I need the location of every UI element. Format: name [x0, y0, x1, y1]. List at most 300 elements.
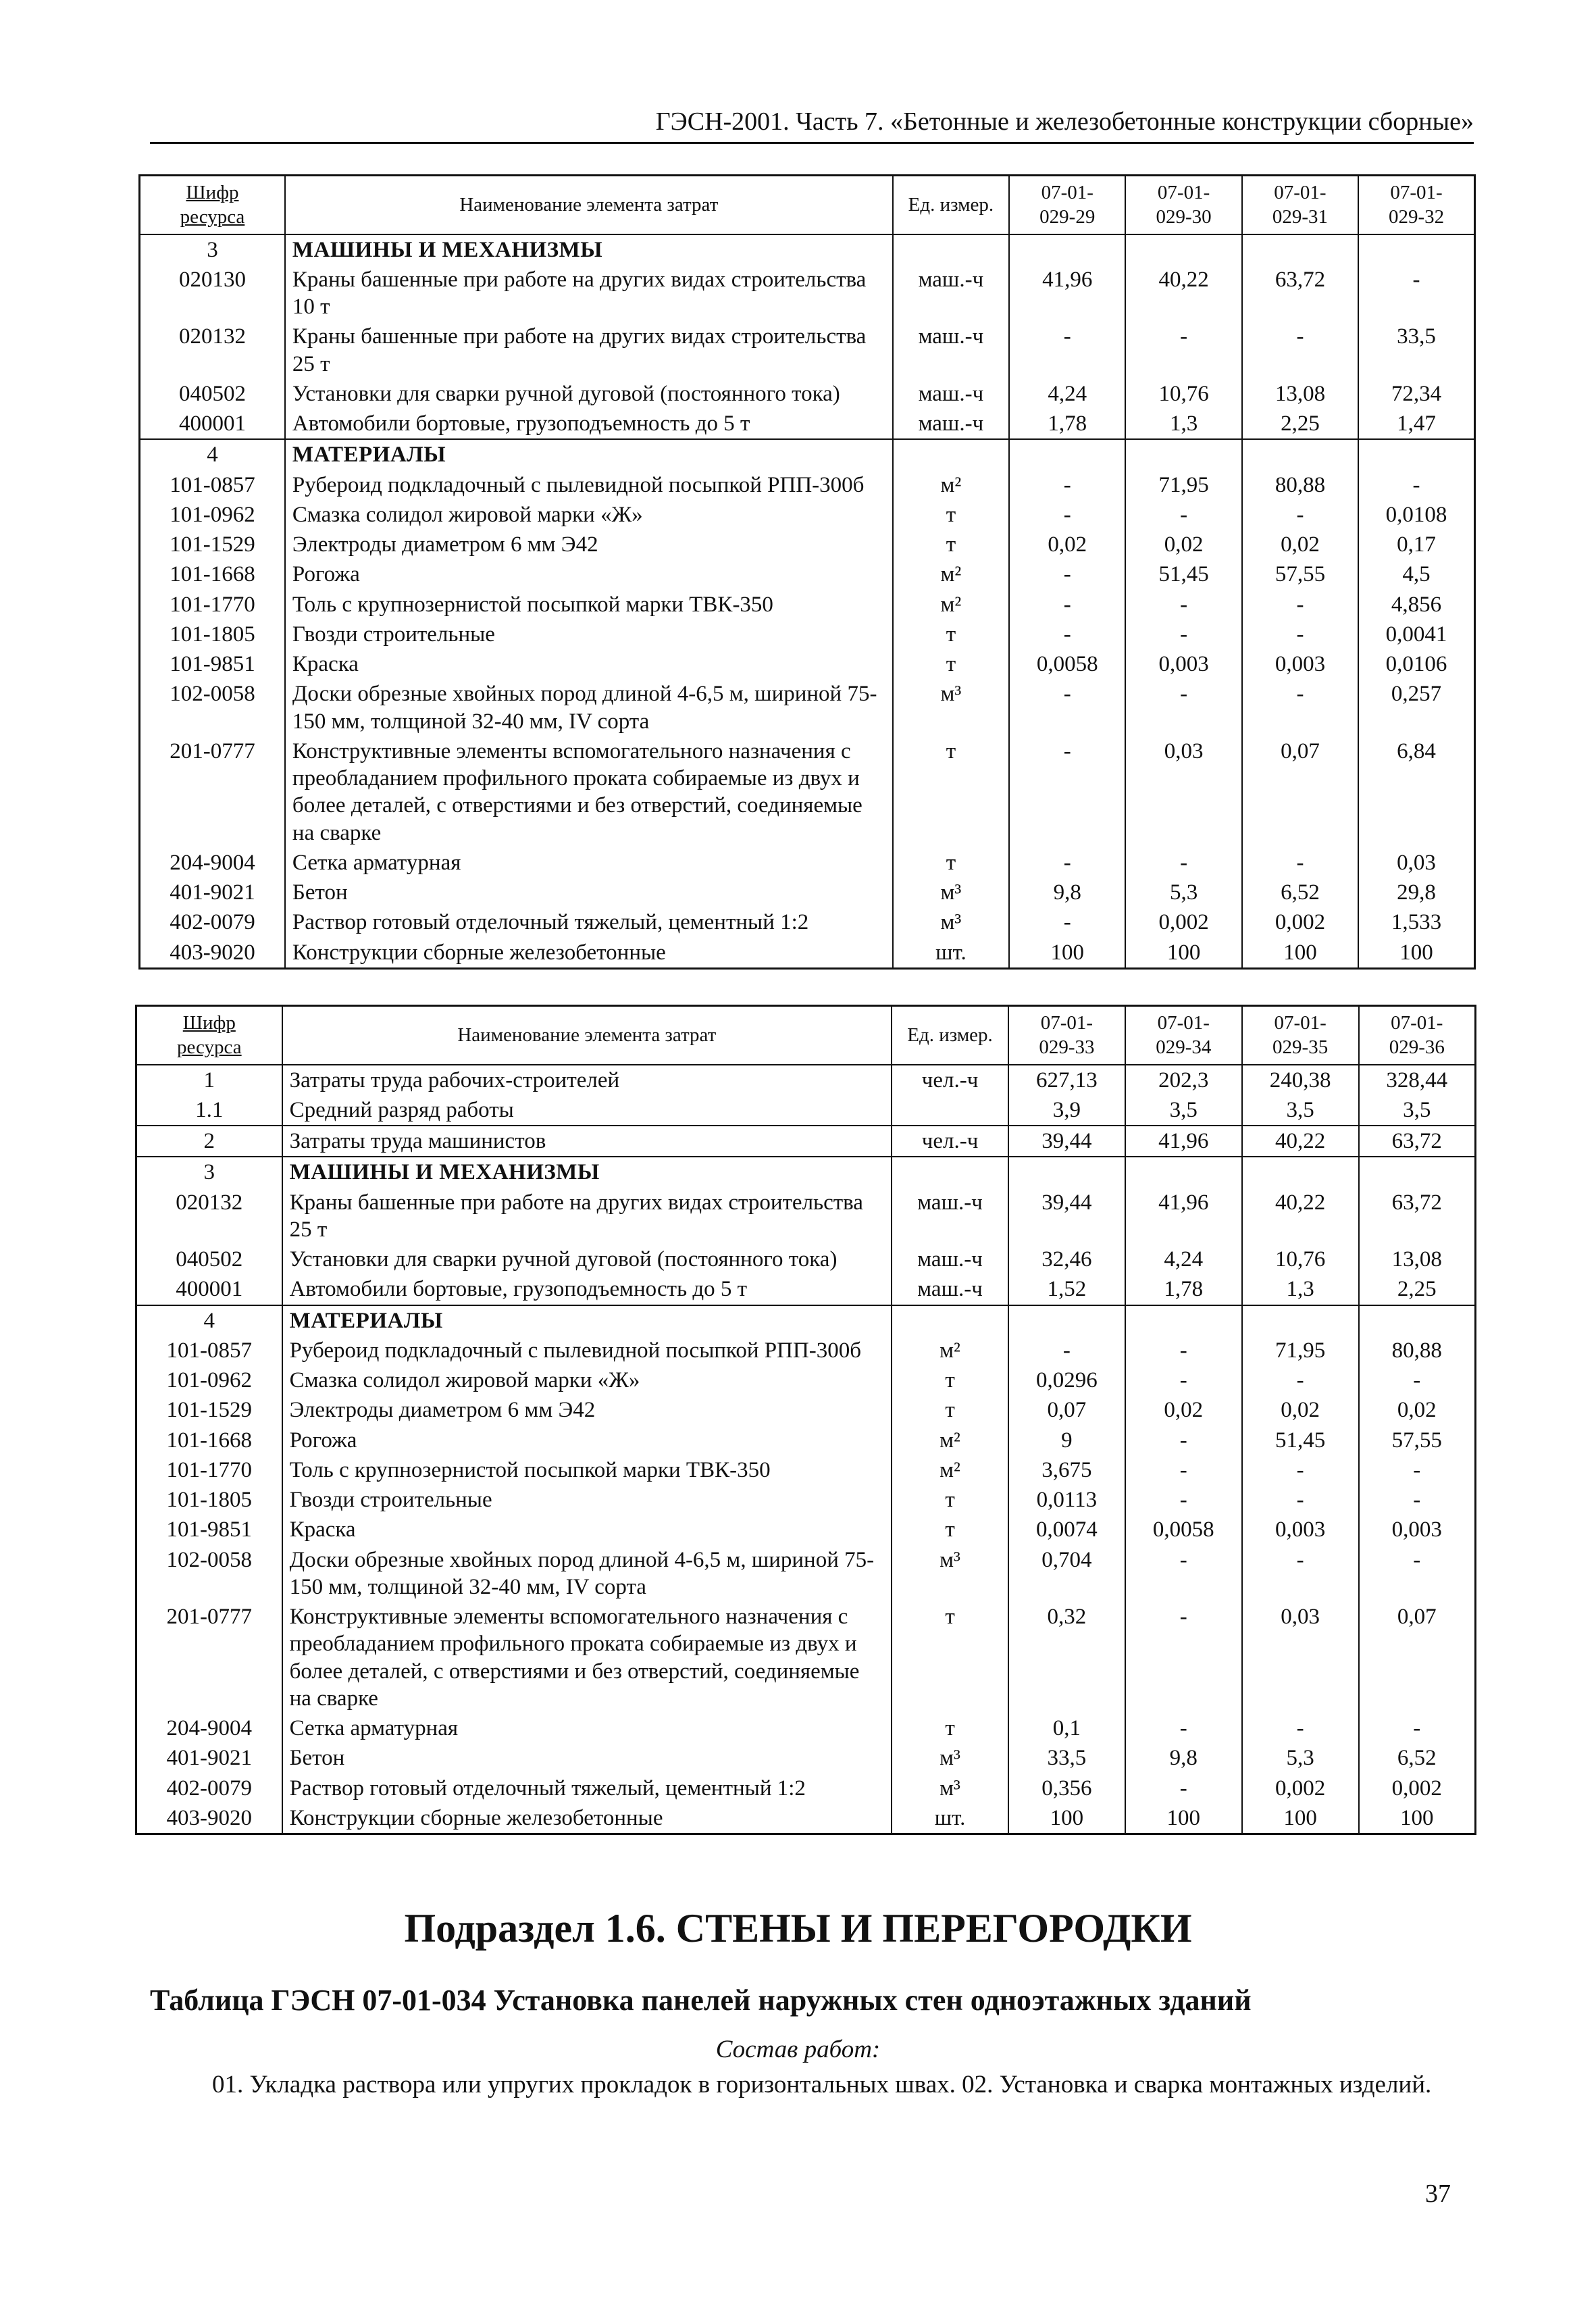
resource-code: 402-0079 — [140, 907, 285, 937]
table-row — [136, 1602, 1476, 1713]
value-cell: 0,02 — [1125, 1395, 1242, 1425]
table-row — [136, 1095, 1476, 1126]
unit-cell — [893, 234, 1009, 265]
norm-code-header: 07-01- 029-30 — [1125, 176, 1241, 234]
resource-code: 040502 — [136, 1244, 282, 1274]
resource-code: 101-0962 — [140, 500, 285, 530]
value-cell — [1242, 1305, 1359, 1336]
summary-row — [136, 1065, 1476, 1095]
table-row — [140, 620, 1475, 649]
value-cell: 100 — [1009, 938, 1125, 969]
value-cell: - — [1125, 1336, 1242, 1365]
norm-code-header: 07-01- 029-32 — [1358, 176, 1474, 234]
resource-name: Затраты труда машинистов — [282, 1126, 892, 1157]
value-cell: 39,44 — [1008, 1126, 1125, 1157]
value-cell: 71,95 — [1125, 470, 1241, 500]
resource-code: 102-0058 — [140, 679, 285, 736]
resource-code: 020130 — [140, 265, 285, 322]
value-cell: 80,88 — [1242, 470, 1358, 500]
unit-cell: чел.-ч — [892, 1065, 1008, 1095]
value-cell: 10,76 — [1242, 1244, 1359, 1274]
unit-column-header: Ед. измер. — [893, 176, 1009, 234]
value-cell: 1,47 — [1358, 409, 1474, 439]
value-cell: - — [1242, 590, 1358, 620]
value-cell: 33,5 — [1358, 322, 1474, 379]
resource-name: Гвозди строительные — [285, 620, 893, 649]
value-cell: 63,72 — [1359, 1126, 1476, 1157]
resource-code: 400001 — [136, 1274, 282, 1305]
value-cell: - — [1358, 265, 1474, 322]
value-cell: - — [1009, 470, 1125, 500]
table-row — [140, 530, 1475, 559]
unit-cell: м² — [892, 1455, 1008, 1485]
resource-name: Автомобили бортовые, грузоподъемность до 5 т — [282, 1274, 892, 1305]
table-row — [136, 1336, 1476, 1365]
resource-name: Краны башенные при работе на других видах строительства 25 т — [282, 1188, 892, 1245]
resource-code: 101-1805 — [136, 1485, 282, 1515]
value-cell: 0,0041 — [1358, 620, 1474, 649]
table-row — [140, 590, 1475, 620]
value-cell: 4,5 — [1358, 559, 1474, 589]
resource-code: 101-0857 — [140, 470, 285, 500]
value-cell — [1242, 1157, 1359, 1187]
value-cell: - — [1242, 322, 1358, 379]
unit-cell: м³ — [892, 1774, 1008, 1803]
value-cell: 40,22 — [1242, 1126, 1359, 1157]
value-cell: 0,0058 — [1125, 1515, 1242, 1544]
resource-name: Сетка арматурная — [282, 1713, 892, 1743]
value-cell: - — [1242, 500, 1358, 530]
unit-cell: т — [892, 1485, 1008, 1515]
value-cell: 4,856 — [1358, 590, 1474, 620]
value-cell: 0,003 — [1242, 1515, 1359, 1544]
value-cell: - — [1009, 322, 1125, 379]
value-cell: - — [1008, 1336, 1125, 1365]
unit-cell — [892, 1095, 1008, 1126]
unit-cell: чел.-ч — [892, 1126, 1008, 1157]
unit-cell — [893, 439, 1009, 470]
table-row — [140, 559, 1475, 589]
resource-code: 402-0079 — [136, 1774, 282, 1803]
resource-name: Электроды диаметром 6 мм Э42 — [285, 530, 893, 559]
value-cell: 71,95 — [1242, 1336, 1359, 1365]
value-cell: - — [1009, 500, 1125, 530]
value-cell: 100 — [1125, 1803, 1242, 1834]
unit-cell: маш.-ч — [892, 1244, 1008, 1274]
value-cell — [1358, 234, 1474, 265]
value-cell: - — [1125, 1365, 1242, 1395]
table-row — [136, 1244, 1476, 1274]
value-cell: 40,22 — [1242, 1188, 1359, 1245]
value-cell: 100 — [1008, 1803, 1125, 1834]
resource-code: 403-9020 — [136, 1803, 282, 1834]
table-row — [136, 1774, 1476, 1803]
unit-cell — [892, 1157, 1008, 1187]
table-row — [140, 470, 1475, 500]
resource-code: 2 — [136, 1126, 282, 1157]
norm-code-header: 07-01- 029-33 — [1008, 1006, 1125, 1065]
resource-name: Краны башенные при работе на других видах строительства 10 т — [285, 265, 893, 322]
value-cell: 1,3 — [1125, 409, 1241, 439]
resource-code: 204-9004 — [136, 1713, 282, 1743]
resource-code: 3 — [140, 234, 285, 265]
value-cell: - — [1125, 1713, 1242, 1743]
resource-code: 101-0857 — [136, 1336, 282, 1365]
value-cell: 0,0296 — [1008, 1365, 1125, 1395]
value-cell: 0,03 — [1242, 1602, 1359, 1713]
value-cell: 13,08 — [1359, 1244, 1476, 1274]
resource-code: 101-1805 — [140, 620, 285, 649]
resource-code: 201-0777 — [136, 1602, 282, 1713]
resource-code: 020132 — [140, 322, 285, 379]
unit-cell: т — [893, 736, 1009, 848]
section-row — [140, 234, 1475, 265]
unit-cell: м² — [893, 470, 1009, 500]
summary-row — [136, 1126, 1476, 1157]
value-cell: - — [1125, 322, 1241, 379]
resource-name: Затраты труда рабочих-строителей — [282, 1065, 892, 1095]
value-cell: 100 — [1242, 1803, 1359, 1834]
value-cell: 627,13 — [1008, 1065, 1125, 1095]
table-row — [136, 1515, 1476, 1544]
value-cell: 1,3 — [1242, 1274, 1359, 1305]
value-cell: 13,08 — [1242, 379, 1358, 409]
table-row — [140, 500, 1475, 530]
value-cell — [1359, 1305, 1476, 1336]
unit-cell: м³ — [893, 679, 1009, 736]
value-cell: 0,002 — [1359, 1774, 1476, 1803]
unit-cell: м³ — [892, 1545, 1008, 1603]
unit-cell: т — [893, 848, 1009, 878]
value-cell: 41,96 — [1009, 265, 1125, 322]
value-cell: - — [1125, 1545, 1242, 1603]
value-cell: - — [1359, 1545, 1476, 1603]
resource-name: Бетон — [282, 1743, 892, 1773]
value-cell: - — [1125, 620, 1241, 649]
value-cell: 1,52 — [1008, 1274, 1125, 1305]
value-cell — [1359, 1157, 1476, 1187]
name-column-header: Наименование элемента затрат — [282, 1006, 892, 1065]
resource-name: Установки для сварки ручной дуговой (постоянного тока) — [285, 379, 893, 409]
value-cell: - — [1359, 1365, 1476, 1395]
resource-code: 400001 — [140, 409, 285, 439]
value-cell: 100 — [1125, 938, 1241, 969]
unit-cell: маш.-ч — [892, 1274, 1008, 1305]
section-row — [140, 439, 1475, 470]
unit-column-header: Ед. измер. — [892, 1006, 1008, 1065]
value-cell: - — [1009, 679, 1125, 736]
table-row — [136, 1743, 1476, 1773]
value-cell: 0,003 — [1125, 649, 1241, 679]
value-cell: 10,76 — [1125, 379, 1241, 409]
value-cell: 72,34 — [1358, 379, 1474, 409]
value-cell: 0,0074 — [1008, 1515, 1125, 1544]
table-row — [136, 1188, 1476, 1245]
value-cell: 33,5 — [1008, 1743, 1125, 1773]
value-cell: 3,5 — [1242, 1095, 1359, 1126]
unit-cell: т — [892, 1395, 1008, 1425]
table-row — [140, 322, 1475, 379]
value-cell: 0,02 — [1242, 1395, 1359, 1425]
resource-table-2 — [135, 1005, 1476, 1835]
value-cell: - — [1242, 1713, 1359, 1743]
table-row — [140, 907, 1475, 937]
resource-code: 102-0058 — [136, 1545, 282, 1603]
value-cell: - — [1242, 848, 1358, 878]
resource-name: Рубероид подкладочный с пылевидной посыпкой РПП-300б — [282, 1336, 892, 1365]
resource-name: Рогожа — [285, 559, 893, 589]
resource-code: 101-1668 — [140, 559, 285, 589]
table-row — [136, 1365, 1476, 1395]
name-column-header: Наименование элемента затрат — [285, 176, 893, 234]
value-cell: - — [1125, 590, 1241, 620]
resource-name: Раствор готовый отделочный тяжелый, цементный 1:2 — [285, 907, 893, 937]
value-cell — [1358, 439, 1474, 470]
value-cell: 100 — [1359, 1803, 1476, 1834]
resource-name: Рубероид подкладочный с пылевидной посыпкой РПП-300б — [285, 470, 893, 500]
value-cell: 0,17 — [1358, 530, 1474, 559]
unit-cell: шт. — [892, 1803, 1008, 1834]
value-cell — [1008, 1305, 1125, 1336]
table-row — [136, 1485, 1476, 1515]
unit-cell: маш.-ч — [892, 1188, 1008, 1245]
value-cell: - — [1009, 590, 1125, 620]
value-cell: - — [1125, 1602, 1242, 1713]
value-cell — [1008, 1157, 1125, 1187]
value-cell: 9 — [1008, 1426, 1125, 1455]
norm-code-header: 07-01- 029-35 — [1242, 1006, 1359, 1065]
value-cell: 5,3 — [1125, 878, 1241, 907]
value-cell: 40,22 — [1125, 265, 1241, 322]
value-cell: 100 — [1242, 938, 1358, 969]
table-row — [136, 1426, 1476, 1455]
resource-name: Смазка солидол жировой марки «Ж» — [282, 1365, 892, 1395]
value-cell: 0,07 — [1359, 1602, 1476, 1713]
unit-cell: маш.-ч — [893, 409, 1009, 439]
resource-name: Автомобили бортовые, грузоподъемность до 5 т — [285, 409, 893, 439]
value-cell: 2,25 — [1242, 409, 1358, 439]
value-cell: 0,07 — [1008, 1395, 1125, 1425]
resource-code: 4 — [136, 1305, 282, 1336]
value-cell: 51,45 — [1125, 559, 1241, 589]
value-cell: 6,84 — [1358, 736, 1474, 848]
value-cell: - — [1125, 848, 1241, 878]
value-cell: 57,55 — [1242, 559, 1358, 589]
value-cell — [1125, 1305, 1242, 1336]
unit-cell: м² — [892, 1336, 1008, 1365]
table-row — [140, 649, 1475, 679]
value-cell: - — [1242, 1455, 1359, 1485]
resource-name: Раствор готовый отделочный тяжелый, цементный 1:2 — [282, 1774, 892, 1803]
resource-code: 1 — [136, 1065, 282, 1095]
value-cell: 240,38 — [1242, 1065, 1359, 1095]
resource-code: 101-1529 — [136, 1395, 282, 1425]
value-cell: 0,32 — [1008, 1602, 1125, 1713]
table-row — [136, 1274, 1476, 1305]
value-cell: 0,1 — [1008, 1713, 1125, 1743]
value-cell: - — [1125, 1774, 1242, 1803]
subsection-title: Подраздел 1.6. СТЕНЫ И ПЕРЕГОРОДКИ — [404, 1906, 1192, 1951]
value-cell: 0,003 — [1359, 1515, 1476, 1544]
value-cell: 57,55 — [1359, 1426, 1476, 1455]
value-cell: 1,533 — [1358, 907, 1474, 937]
table-row — [140, 878, 1475, 907]
value-cell: 0,0058 — [1009, 649, 1125, 679]
value-cell: 51,45 — [1242, 1426, 1359, 1455]
value-cell: 4,24 — [1125, 1244, 1242, 1274]
value-cell: - — [1125, 1485, 1242, 1515]
table-row — [136, 1395, 1476, 1425]
unit-cell: м² — [893, 590, 1009, 620]
resource-name: Сетка арматурная — [285, 848, 893, 878]
unit-cell: т — [892, 1365, 1008, 1395]
code-column-header: Шифр ресурса — [136, 1006, 282, 1065]
table-row — [140, 265, 1475, 322]
value-cell: 0,257 — [1358, 679, 1474, 736]
resource-code: 101-0962 — [136, 1365, 282, 1395]
table-row — [136, 1713, 1476, 1743]
resource-code: 4 — [140, 439, 285, 470]
resource-name: МАТЕРИАЛЫ — [282, 1305, 892, 1336]
value-cell: - — [1359, 1485, 1476, 1515]
resource-name: Доски обрезные хвойных пород длиной 4-6,5 м, шириной 75-150 мм, толщиной 32-40 мм, IV сорта — [282, 1545, 892, 1603]
value-cell: 0,0108 — [1358, 500, 1474, 530]
unit-cell: м² — [893, 559, 1009, 589]
table-row — [136, 1545, 1476, 1603]
value-cell: - — [1242, 1365, 1359, 1395]
value-cell: 0,07 — [1242, 736, 1358, 848]
resource-code: 3 — [136, 1157, 282, 1187]
value-cell: 29,8 — [1358, 878, 1474, 907]
value-cell: 41,96 — [1125, 1126, 1242, 1157]
work-composition-title: Состав работ: — [715, 2036, 881, 2063]
resource-name: Доски обрезные хвойных пород длиной 4-6,5 м, шириной 75-150 мм, толщиной 32-40 мм, IV сорта — [285, 679, 893, 736]
value-cell — [1125, 234, 1241, 265]
value-cell: 0,002 — [1242, 907, 1358, 937]
unit-cell: маш.-ч — [893, 265, 1009, 322]
value-cell: - — [1125, 500, 1241, 530]
resource-code: 101-1770 — [136, 1455, 282, 1485]
value-cell: 0,02 — [1125, 530, 1241, 559]
unit-cell: м³ — [892, 1743, 1008, 1773]
value-cell: 3,5 — [1125, 1095, 1242, 1126]
resource-code: 401-9021 — [136, 1743, 282, 1773]
table-row — [140, 379, 1475, 409]
value-cell: 100 — [1358, 938, 1474, 969]
value-cell: 9,8 — [1009, 878, 1125, 907]
value-cell: 1,78 — [1125, 1274, 1242, 1305]
value-cell: 6,52 — [1242, 878, 1358, 907]
resource-name: Конструкции сборные железобетонные — [285, 938, 893, 969]
resource-code: 204-9004 — [140, 848, 285, 878]
value-cell: 0,02 — [1242, 530, 1358, 559]
value-cell: 0,02 — [1359, 1395, 1476, 1425]
code-column-header: Шифр ресурса — [140, 176, 285, 234]
resource-code: 1.1 — [136, 1095, 282, 1126]
resource-name: Толь с крупнозернистой посыпкой марки ТВК-350 — [285, 590, 893, 620]
value-cell: - — [1242, 1545, 1359, 1603]
value-cell: 3,9 — [1008, 1095, 1125, 1126]
unit-cell: маш.-ч — [893, 322, 1009, 379]
unit-cell: т — [892, 1515, 1008, 1544]
value-cell — [1125, 439, 1241, 470]
value-cell: - — [1125, 1455, 1242, 1485]
table-row — [140, 848, 1475, 878]
value-cell: 32,46 — [1008, 1244, 1125, 1274]
resource-name: Средний разряд работы — [282, 1095, 892, 1126]
value-cell: - — [1125, 679, 1241, 736]
norm-code-header: 07-01- 029-34 — [1125, 1006, 1242, 1065]
value-cell: 328,44 — [1359, 1065, 1476, 1095]
resource-name: Краска — [282, 1515, 892, 1544]
value-cell — [1242, 439, 1358, 470]
value-cell: - — [1009, 559, 1125, 589]
resource-code: 101-1770 — [140, 590, 285, 620]
resource-name: Бетон — [285, 878, 893, 907]
unit-cell: т — [893, 500, 1009, 530]
resource-name: Гвозди строительные — [282, 1485, 892, 1515]
unit-cell: м² — [892, 1426, 1008, 1455]
value-cell: 3,675 — [1008, 1455, 1125, 1485]
resource-name: Краска — [285, 649, 893, 679]
table-row — [140, 736, 1475, 848]
table-header-row — [136, 1006, 1476, 1065]
table-row — [140, 409, 1475, 439]
resource-name: МАТЕРИАЛЫ — [285, 439, 893, 470]
value-cell: 0,03 — [1125, 736, 1241, 848]
unit-cell: т — [893, 649, 1009, 679]
value-cell: - — [1242, 620, 1358, 649]
unit-cell: м³ — [893, 907, 1009, 937]
resource-name: Установки для сварки ручной дуговой (постоянного тока) — [282, 1244, 892, 1274]
value-cell: 2,25 — [1359, 1274, 1476, 1305]
table-row — [140, 679, 1475, 736]
resource-code: 101-9851 — [140, 649, 285, 679]
value-cell: 63,72 — [1359, 1188, 1476, 1245]
resource-code: 201-0777 — [140, 736, 285, 848]
norm-code-header: 07-01- 029-31 — [1242, 176, 1358, 234]
resource-name: Рогожа — [282, 1426, 892, 1455]
resource-name: МАШИНЫ И МЕХАНИЗМЫ — [282, 1157, 892, 1187]
resource-name: Толь с крупнозернистой посыпкой марки ТВК-350 — [282, 1455, 892, 1485]
resource-name: Конструкции сборные железобетонные — [282, 1803, 892, 1834]
value-cell: 0,0106 — [1358, 649, 1474, 679]
value-cell — [1009, 439, 1125, 470]
resource-code: 403-9020 — [140, 938, 285, 969]
value-cell: 0,704 — [1008, 1545, 1125, 1603]
table-row — [136, 1455, 1476, 1485]
section-row — [136, 1305, 1476, 1336]
value-cell: - — [1009, 907, 1125, 937]
value-cell: 6,52 — [1359, 1743, 1476, 1773]
norm-code-header: 07-01- 029-29 — [1009, 176, 1125, 234]
value-cell: 0,0113 — [1008, 1485, 1125, 1515]
value-cell: 5,3 — [1242, 1743, 1359, 1773]
resource-name: Конструктивные элементы вспомогательного назначения с преобладанием профильного проката собираемые из двух и более деталей, с отверстиями и без отверстий, соединяемые на сварке — [282, 1602, 892, 1713]
resource-name: Электроды диаметром 6 мм Э42 — [282, 1395, 892, 1425]
value-cell: 39,44 — [1008, 1188, 1125, 1245]
value-cell: 4,24 — [1009, 379, 1125, 409]
unit-cell: т — [893, 530, 1009, 559]
resource-code: 040502 — [140, 379, 285, 409]
work-composition-text: 01. Укладка раствора или упругих прокладок в горизонтальных швах. 02. Установка и сварка монтажных изделий. — [212, 2071, 1432, 2098]
value-cell: 80,88 — [1359, 1336, 1476, 1365]
unit-cell: шт. — [893, 938, 1009, 969]
value-cell: - — [1009, 620, 1125, 649]
value-cell: 0,356 — [1008, 1774, 1125, 1803]
value-cell: 1,78 — [1009, 409, 1125, 439]
resource-code: 401-9021 — [140, 878, 285, 907]
